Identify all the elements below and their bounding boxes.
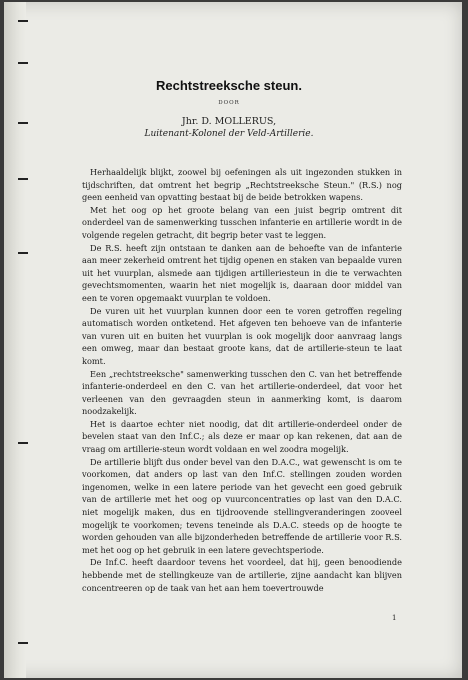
binding-mark xyxy=(18,20,28,22)
article-body xyxy=(82,166,402,594)
author-rank: Luitenant-Kolonel der Veld-Artillerie. xyxy=(144,129,314,139)
paragraph: De R.S. heeft zijn ontstaan te danken aan de behoefte van de infanterie aan meer zekerheid omtrent het tijdig openen en staken van bepaalde vuren uit het vuurplan, alsmede aan tijdigen artilleriesteun in die te verwachten gevechtsmomenten, waarin het niet mogelijk is, daaraan door middel van een te voren opgemaakt vuurplan te voldoen. xyxy=(82,242,402,303)
binding-mark xyxy=(18,642,28,644)
binding-mark xyxy=(18,442,28,444)
paragraph: De artillerie blijft dus onder bevel van den D.A.C., wat gewenscht is om te voorkomen, dat anders op last van den Inf.C. stellingen zouden worden ingenomen, welke in een latere periode van het gevecht een goed gebruik van de artillerie met het oog op vuurconcentraties op last van den D.A.C. niet mogelijk maken, dus en tijdroovende stellingveranderingen zooveel mogelijk te voorkomen; tevens teneinde als D.A.C. steeds op de hoogte te worden gehouden van alle bijzonderheden betreffende de artillerie voor R.S. met het oog op het gebruik in een latere gevechtsperiode. xyxy=(82,456,402,555)
binding-mark xyxy=(18,62,28,64)
paragraph: De vuren uit het vuurplan kunnen door een te voren getroffen regeling automatisch worden ontketend. Het afgeven ten behoeve van de infanterie van vuren uit en buiten het vuurplan is ook mogelijk door aanvraag langs een omweg, maar dan bestaat groote kans, dat de artillerie-steun te laat komt. xyxy=(82,305,402,366)
paragraph: Het is daartoe echter niet noodig, dat dit artillerie-onderdeel onder de bevelen staat van den Inf.C.; als deze er maar op kan rekenen, dat aan de vraag om artillerie-steun wordt voldaan en wel zoodra mogelijk. xyxy=(82,418,402,455)
paragraph: Herhaaldelijk blijkt, zoowel bij oefeningen als uit ingezonden stukken in tijdschriften, dat omtrent het begrip „Rechtstreeksche Steun." (R.S.) nog geen eenheid van opvatting bestaat bij de beide betrokken wapens. xyxy=(82,167,402,203)
author-name: Jhr. D. MOLLERUS, xyxy=(181,116,277,127)
binding-mark xyxy=(18,178,28,180)
page-number: 1 xyxy=(392,614,397,622)
byline-door: DOOR xyxy=(218,100,240,106)
paragraph: Met het oog op het groote belang van een juist begrip omtrent dit onderdeel van de samenwerking tusschen infanterie en artillerie wordt in de volgende regelen getracht, dit begrip beter vast te leggen. xyxy=(82,204,402,240)
binding-mark xyxy=(18,252,28,254)
paragraph: De Inf.C. heeft daardoor tevens het voordeel, dat hij, geen benoodiende hebbende met de stellingkeuze van de artillerie, zijne aandacht kan blijven concentreeren op de taak van het aan hem toevertrouwde xyxy=(82,557,402,593)
paragraph: Een „rechtstreeksche" samenwerking tusschen den C. van het betreffende infanterie-onderdeel en den C. van het artillerie-onderdeel, dat voor het verleenen van den gevraagden steun in aanmerking komt, is daarom noodzakelijk. xyxy=(82,368,402,417)
article-title: Rechtstreeksche steun. xyxy=(156,78,302,93)
